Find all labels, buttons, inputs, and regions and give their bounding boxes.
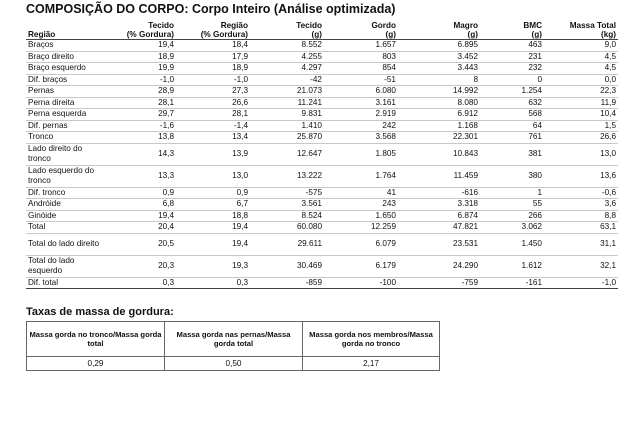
table-cell: 60.080 <box>250 222 324 234</box>
table-cell: -51 <box>324 74 398 86</box>
table-cell: -1,0 <box>544 277 618 289</box>
row-label: Total do lado direito <box>26 233 102 255</box>
row-label: Braços <box>26 40 102 52</box>
table-row <box>26 40 618 52</box>
table-cell: 242 <box>324 120 398 132</box>
fat-ratio-value: 0,29 <box>27 357 165 371</box>
table-cell: 19,3 <box>176 255 250 277</box>
table-cell: 11.241 <box>250 97 324 109</box>
table-cell: 23.531 <box>398 233 480 255</box>
column-header-line: Tecido <box>296 21 322 30</box>
table-cell: 380 <box>480 165 544 187</box>
fat-ratio-value: 0,50 <box>165 357 303 371</box>
table-cell: -859 <box>250 277 324 289</box>
table-row <box>26 86 618 98</box>
page-title: COMPOSIÇÃO DO CORPO: Corpo Inteiro (Análise optimizada) <box>26 2 396 16</box>
table-row <box>26 222 618 234</box>
table-cell: -1,6 <box>102 120 176 132</box>
table-cell: 11.459 <box>398 165 480 187</box>
table-cell: 13,0 <box>176 165 250 187</box>
table-cell: 803 <box>324 51 398 63</box>
column-header <box>398 21 480 40</box>
table-cell: 6.895 <box>398 40 480 52</box>
table-cell: 18,8 <box>176 210 250 222</box>
table-row <box>26 51 618 63</box>
row-label: Total <box>26 222 102 234</box>
table-cell: 0,3 <box>176 277 250 289</box>
table-cell: 463 <box>480 40 544 52</box>
table-cell: 24.290 <box>398 255 480 277</box>
table-cell: 18,9 <box>102 51 176 63</box>
row-label: Ginóide <box>26 210 102 222</box>
table-cell: 3.568 <box>324 132 398 144</box>
column-header-line: (kg) <box>600 30 616 39</box>
table-cell: 1.254 <box>480 86 544 98</box>
table-cell: 28,1 <box>176 109 250 121</box>
column-header <box>250 21 324 40</box>
table-cell: 0,9 <box>102 187 176 199</box>
table-cell: 4,5 <box>544 51 618 63</box>
table-cell: -1,4 <box>176 120 250 132</box>
table-cell: 6,7 <box>176 199 250 211</box>
table-row <box>26 187 618 199</box>
table-cell: 13,9 <box>176 143 250 165</box>
table-cell: 10.843 <box>398 143 480 165</box>
table-cell: 6.912 <box>398 109 480 121</box>
column-header-line: Massa Total <box>569 21 616 30</box>
column-header-line: Tecido <box>148 21 174 30</box>
row-label: Dif. braços <box>26 74 102 86</box>
table-cell: 1.650 <box>324 210 398 222</box>
table-cell: 26,6 <box>176 97 250 109</box>
table-cell: 32,1 <box>544 255 618 277</box>
table-cell: 8,8 <box>544 210 618 222</box>
table-cell: -616 <box>398 187 480 199</box>
table-cell: 8.552 <box>250 40 324 52</box>
table-cell: 3.161 <box>324 97 398 109</box>
table-cell: 243 <box>324 199 398 211</box>
row-label: Braço esquerdo <box>26 63 102 75</box>
fat-ratios-value-row <box>27 357 440 371</box>
table-cell: 14,3 <box>102 143 176 165</box>
column-header <box>324 21 398 40</box>
table-cell: 3.062 <box>480 222 544 234</box>
table-cell: 19,4 <box>102 210 176 222</box>
column-header <box>544 21 618 40</box>
table-cell: 568 <box>480 109 544 121</box>
column-header <box>176 21 250 40</box>
column-header-line: (% Gordura) <box>126 30 174 39</box>
body-composition-table <box>26 21 618 289</box>
table-cell: 3.443 <box>398 63 480 75</box>
table-cell: 18,9 <box>176 63 250 75</box>
row-label: Total do lado esquerdo <box>26 255 102 277</box>
table-cell: 0,3 <box>102 277 176 289</box>
table-cell: 27,3 <box>176 86 250 98</box>
table-cell: 6.179 <box>324 255 398 277</box>
table-cell: 1.410 <box>250 120 324 132</box>
table-cell: 20,4 <box>102 222 176 234</box>
table-cell: 19,4 <box>176 222 250 234</box>
row-label: Perna direita <box>26 97 102 109</box>
table-cell: -1,0 <box>176 74 250 86</box>
table-cell: 3,6 <box>544 199 618 211</box>
column-header-line: (g) <box>385 30 396 39</box>
column-header-line: (g) <box>467 30 478 39</box>
table-cell: 6.874 <box>398 210 480 222</box>
table-cell: 12.259 <box>324 222 398 234</box>
table-cell: 41 <box>324 187 398 199</box>
table-row <box>26 199 618 211</box>
column-header-line: Gordo <box>371 21 396 30</box>
table-cell: 1.805 <box>324 143 398 165</box>
table-cell: 0,9 <box>176 187 250 199</box>
table-cell: 11,9 <box>544 97 618 109</box>
table-cell: 1 <box>480 187 544 199</box>
table-cell: 8.080 <box>398 97 480 109</box>
column-header-line: (% Gordura) <box>200 30 248 39</box>
column-header <box>480 21 544 40</box>
table-cell: 1,5 <box>544 120 618 132</box>
table-cell: 19,9 <box>102 63 176 75</box>
table-cell: 20,3 <box>102 255 176 277</box>
table-cell: 13,3 <box>102 165 176 187</box>
table-cell: 20,5 <box>102 233 176 255</box>
table-cell: 231 <box>480 51 544 63</box>
table-cell: 31,1 <box>544 233 618 255</box>
table-cell: 55 <box>480 199 544 211</box>
table-cell: 632 <box>480 97 544 109</box>
table-cell: 29.611 <box>250 233 324 255</box>
table-cell: -759 <box>398 277 480 289</box>
table-row <box>26 74 618 86</box>
fat-ratios-title: Taxas de massa de gordura: <box>26 306 174 318</box>
table-cell: 47.821 <box>398 222 480 234</box>
row-label: Andróide <box>26 199 102 211</box>
table-cell: 12.647 <box>250 143 324 165</box>
table-cell: -1,0 <box>102 74 176 86</box>
table-cell: 2.919 <box>324 109 398 121</box>
table-cell: 28,1 <box>102 97 176 109</box>
table-cell: 13,4 <box>176 132 250 144</box>
table-cell: 63,1 <box>544 222 618 234</box>
table-cell: 3.561 <box>250 199 324 211</box>
table-cell: -100 <box>324 277 398 289</box>
table-cell: 29,7 <box>102 109 176 121</box>
table-cell: 8 <box>398 74 480 86</box>
column-header-line <box>28 21 100 30</box>
table-cell: -161 <box>480 277 544 289</box>
row-label: Lado esquerdo do tronco <box>26 165 102 187</box>
table-cell: 30.469 <box>250 255 324 277</box>
row-label: Perna esquerda <box>26 109 102 121</box>
table-row <box>26 120 618 132</box>
table-cell: 3.452 <box>398 51 480 63</box>
table-cell: 9,0 <box>544 40 618 52</box>
row-label: Tronco <box>26 132 102 144</box>
table-row <box>26 233 618 255</box>
row-label: Pernas <box>26 86 102 98</box>
table-cell: 18,4 <box>176 40 250 52</box>
table-cell: 13.222 <box>250 165 324 187</box>
column-header-line: Região <box>28 30 56 39</box>
table-row <box>26 255 618 277</box>
table-cell: 3.318 <box>398 199 480 211</box>
table-cell: 854 <box>324 63 398 75</box>
table-cell: 19,4 <box>176 233 250 255</box>
table-row <box>26 165 618 187</box>
table-cell: 0,0 <box>544 74 618 86</box>
table-cell: 13,6 <box>544 165 618 187</box>
table-cell: 13,8 <box>102 132 176 144</box>
table-row <box>26 63 618 75</box>
table-cell: 266 <box>480 210 544 222</box>
column-header <box>26 21 102 40</box>
table-cell: 1.657 <box>324 40 398 52</box>
table-cell: 6,8 <box>102 199 176 211</box>
fat-ratio-value: 2,17 <box>303 357 440 371</box>
column-header-line: (g) <box>531 30 542 39</box>
table-cell: 4,5 <box>544 63 618 75</box>
table-cell: 21.073 <box>250 86 324 98</box>
row-label: Lado direito do tronco <box>26 143 102 165</box>
table-cell: 6.079 <box>324 233 398 255</box>
table-cell: 381 <box>480 143 544 165</box>
table-cell: 28,9 <box>102 86 176 98</box>
table-row <box>26 132 618 144</box>
column-header-line: Magro <box>453 21 478 30</box>
table-row <box>26 109 618 121</box>
row-label: Dif. tronco <box>26 187 102 199</box>
table-cell: 14.992 <box>398 86 480 98</box>
row-label: Dif. total <box>26 277 102 289</box>
column-header <box>102 21 176 40</box>
table-row <box>26 97 618 109</box>
table-cell: 10,4 <box>544 109 618 121</box>
column-header-line: BMC <box>523 21 542 30</box>
table-cell: 1.764 <box>324 165 398 187</box>
column-header-line: (g) <box>311 30 322 39</box>
table-cell: -575 <box>250 187 324 199</box>
table-cell: 19,4 <box>102 40 176 52</box>
row-label: Dif. pernas <box>26 120 102 132</box>
table-cell: 1.612 <box>480 255 544 277</box>
fat-ratio-header: Massa gorda nas pernas/Massa gorda total <box>165 322 303 357</box>
table-cell: 1.168 <box>398 120 480 132</box>
table-cell: 0 <box>480 74 544 86</box>
table-cell: 26,6 <box>544 132 618 144</box>
table-cell: 25.870 <box>250 132 324 144</box>
fat-ratios-table <box>26 321 440 371</box>
fat-ratios-header-row <box>27 322 440 357</box>
table-cell: 64 <box>480 120 544 132</box>
table-cell: -0,6 <box>544 187 618 199</box>
table-row <box>26 277 618 289</box>
table-cell: 6.080 <box>324 86 398 98</box>
table-cell: 1.450 <box>480 233 544 255</box>
table-cell: 22,3 <box>544 86 618 98</box>
row-label: Braço direito <box>26 51 102 63</box>
column-header-line: Região <box>220 21 248 30</box>
table-cell: 232 <box>480 63 544 75</box>
table-cell: 4.297 <box>250 63 324 75</box>
table-cell: 8.524 <box>250 210 324 222</box>
table-row <box>26 210 618 222</box>
table-cell: 4.255 <box>250 51 324 63</box>
table-row <box>26 143 618 165</box>
table-cell: 13,0 <box>544 143 618 165</box>
table-cell: 9.831 <box>250 109 324 121</box>
fat-ratio-header: Massa gorda no tronco/Massa gorda total <box>27 322 165 357</box>
table-cell: 22.301 <box>398 132 480 144</box>
table-header-row <box>26 21 618 40</box>
fat-ratio-header: Massa gorda nos membros/Massa gorda no tronco <box>303 322 440 357</box>
table-cell: 761 <box>480 132 544 144</box>
table-cell: -42 <box>250 74 324 86</box>
table-cell: 17,9 <box>176 51 250 63</box>
